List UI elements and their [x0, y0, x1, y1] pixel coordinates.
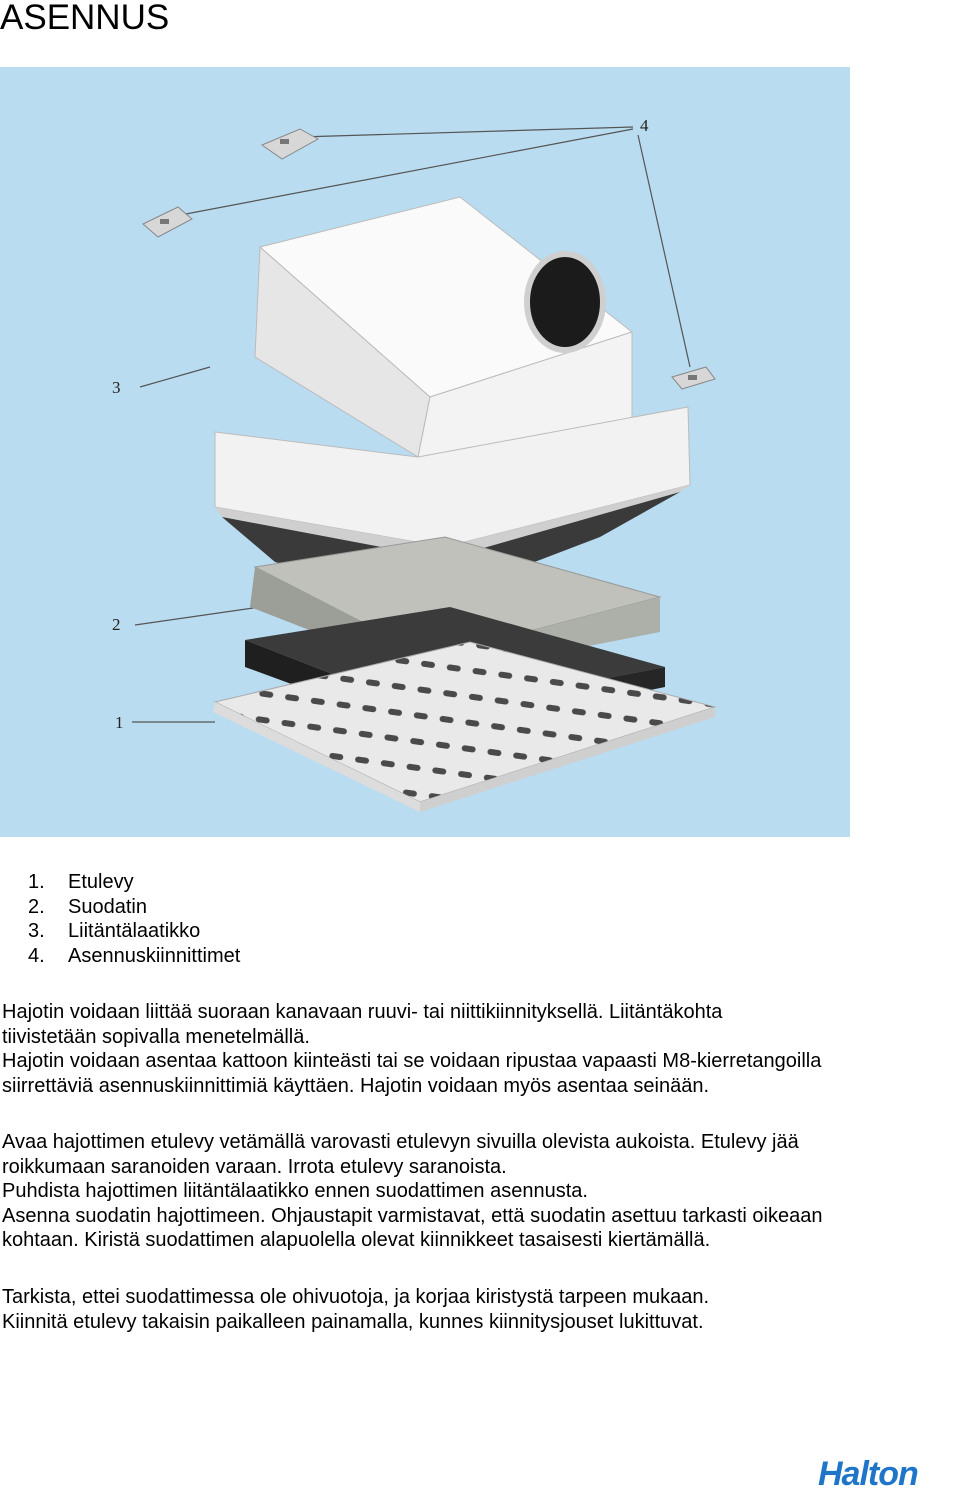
text-line: Avaa hajottimen etulevy vetämällä varovasti etulevyn sivuilla olevista aukoista. Etulevy jää [2, 1131, 799, 1153]
text-line: Asenna suodatin hajottimeen. Ohjaustapit varmistavat, että suodatin asettuu tarkasti oikeaan [2, 1204, 823, 1227]
halton-logo [816, 1455, 956, 1495]
callout-4: 4 [640, 116, 649, 135]
list-item [28, 870, 240, 895]
text-line: Hajotin voidaan asentaa kattoon kiinteästi tai se voidaan ripustaa vapaasti M8-kierretangoilla [2, 1050, 822, 1072]
callout-2: 2 [112, 615, 121, 634]
parts-list [28, 870, 240, 968]
text-line: Kiinnitä etulevy takaisin paikalleen painamalla, kunnes kiinnitysjouset lukittuvat. [2, 1310, 704, 1333]
list-number: 1. [28, 871, 45, 893]
paragraph-check [2, 1285, 947, 1334]
text-line: Hajotin voidaan liittää suoraan kanavaan ruuvi- tai niittikiinnityksellä. Liitäntäkohta [2, 1001, 723, 1023]
mounting-bracket-1 [262, 129, 318, 159]
mounting-bracket-3 [672, 367, 715, 389]
text-line: siirrettäviä asennuskiinnittimiä käyttäen. Hajotin voidaan myös asentaa seinään. [2, 1074, 710, 1097]
callout-3: 3 [112, 378, 121, 397]
list-number: 2. [28, 895, 45, 918]
list-label: Suodatin [68, 895, 147, 918]
list-label: Liitäntälaatikko [68, 920, 201, 942]
exploded-diffuser-illustration [0, 67, 850, 837]
text-line: tiivistetään sopivalla menetelmällä. [2, 1025, 310, 1048]
text-line: Puhdista hajottimen liitäntälaatikko ennen suodattimen asennusta. [2, 1180, 588, 1202]
list-number: 4. [28, 944, 45, 967]
list-item [28, 895, 240, 920]
list-label: Etulevy [68, 871, 134, 893]
callout-1: 1 [115, 713, 124, 732]
text-line: roikkumaan saranoiden varaan. Irrota etulevy saranoista. [2, 1155, 507, 1178]
paragraph-filter-installation [2, 1130, 947, 1253]
list-item [28, 944, 240, 969]
halton-logo-mark [816, 1455, 956, 1491]
text-line: Tarkista, ettei suodattimessa ole ohivuotoja, ja korjaa kiristystä tarpeen mukaan. [2, 1286, 710, 1308]
diffuser-diagram [0, 67, 850, 837]
list-label: Asennuskiinnittimet [68, 944, 241, 967]
logo-text: Halton [818, 1455, 918, 1491]
paragraph-mounting [2, 1000, 947, 1098]
list-number: 3. [28, 920, 45, 942]
page-title: ASENNUS [0, 0, 170, 37]
mounting-bracket-2 [143, 207, 192, 237]
list-item [28, 919, 240, 944]
text-line: kohtaan. Kiristä suodattimen alapuolella olevat kiinnikkeet tasaisesti kiertämällä. [2, 1229, 711, 1251]
